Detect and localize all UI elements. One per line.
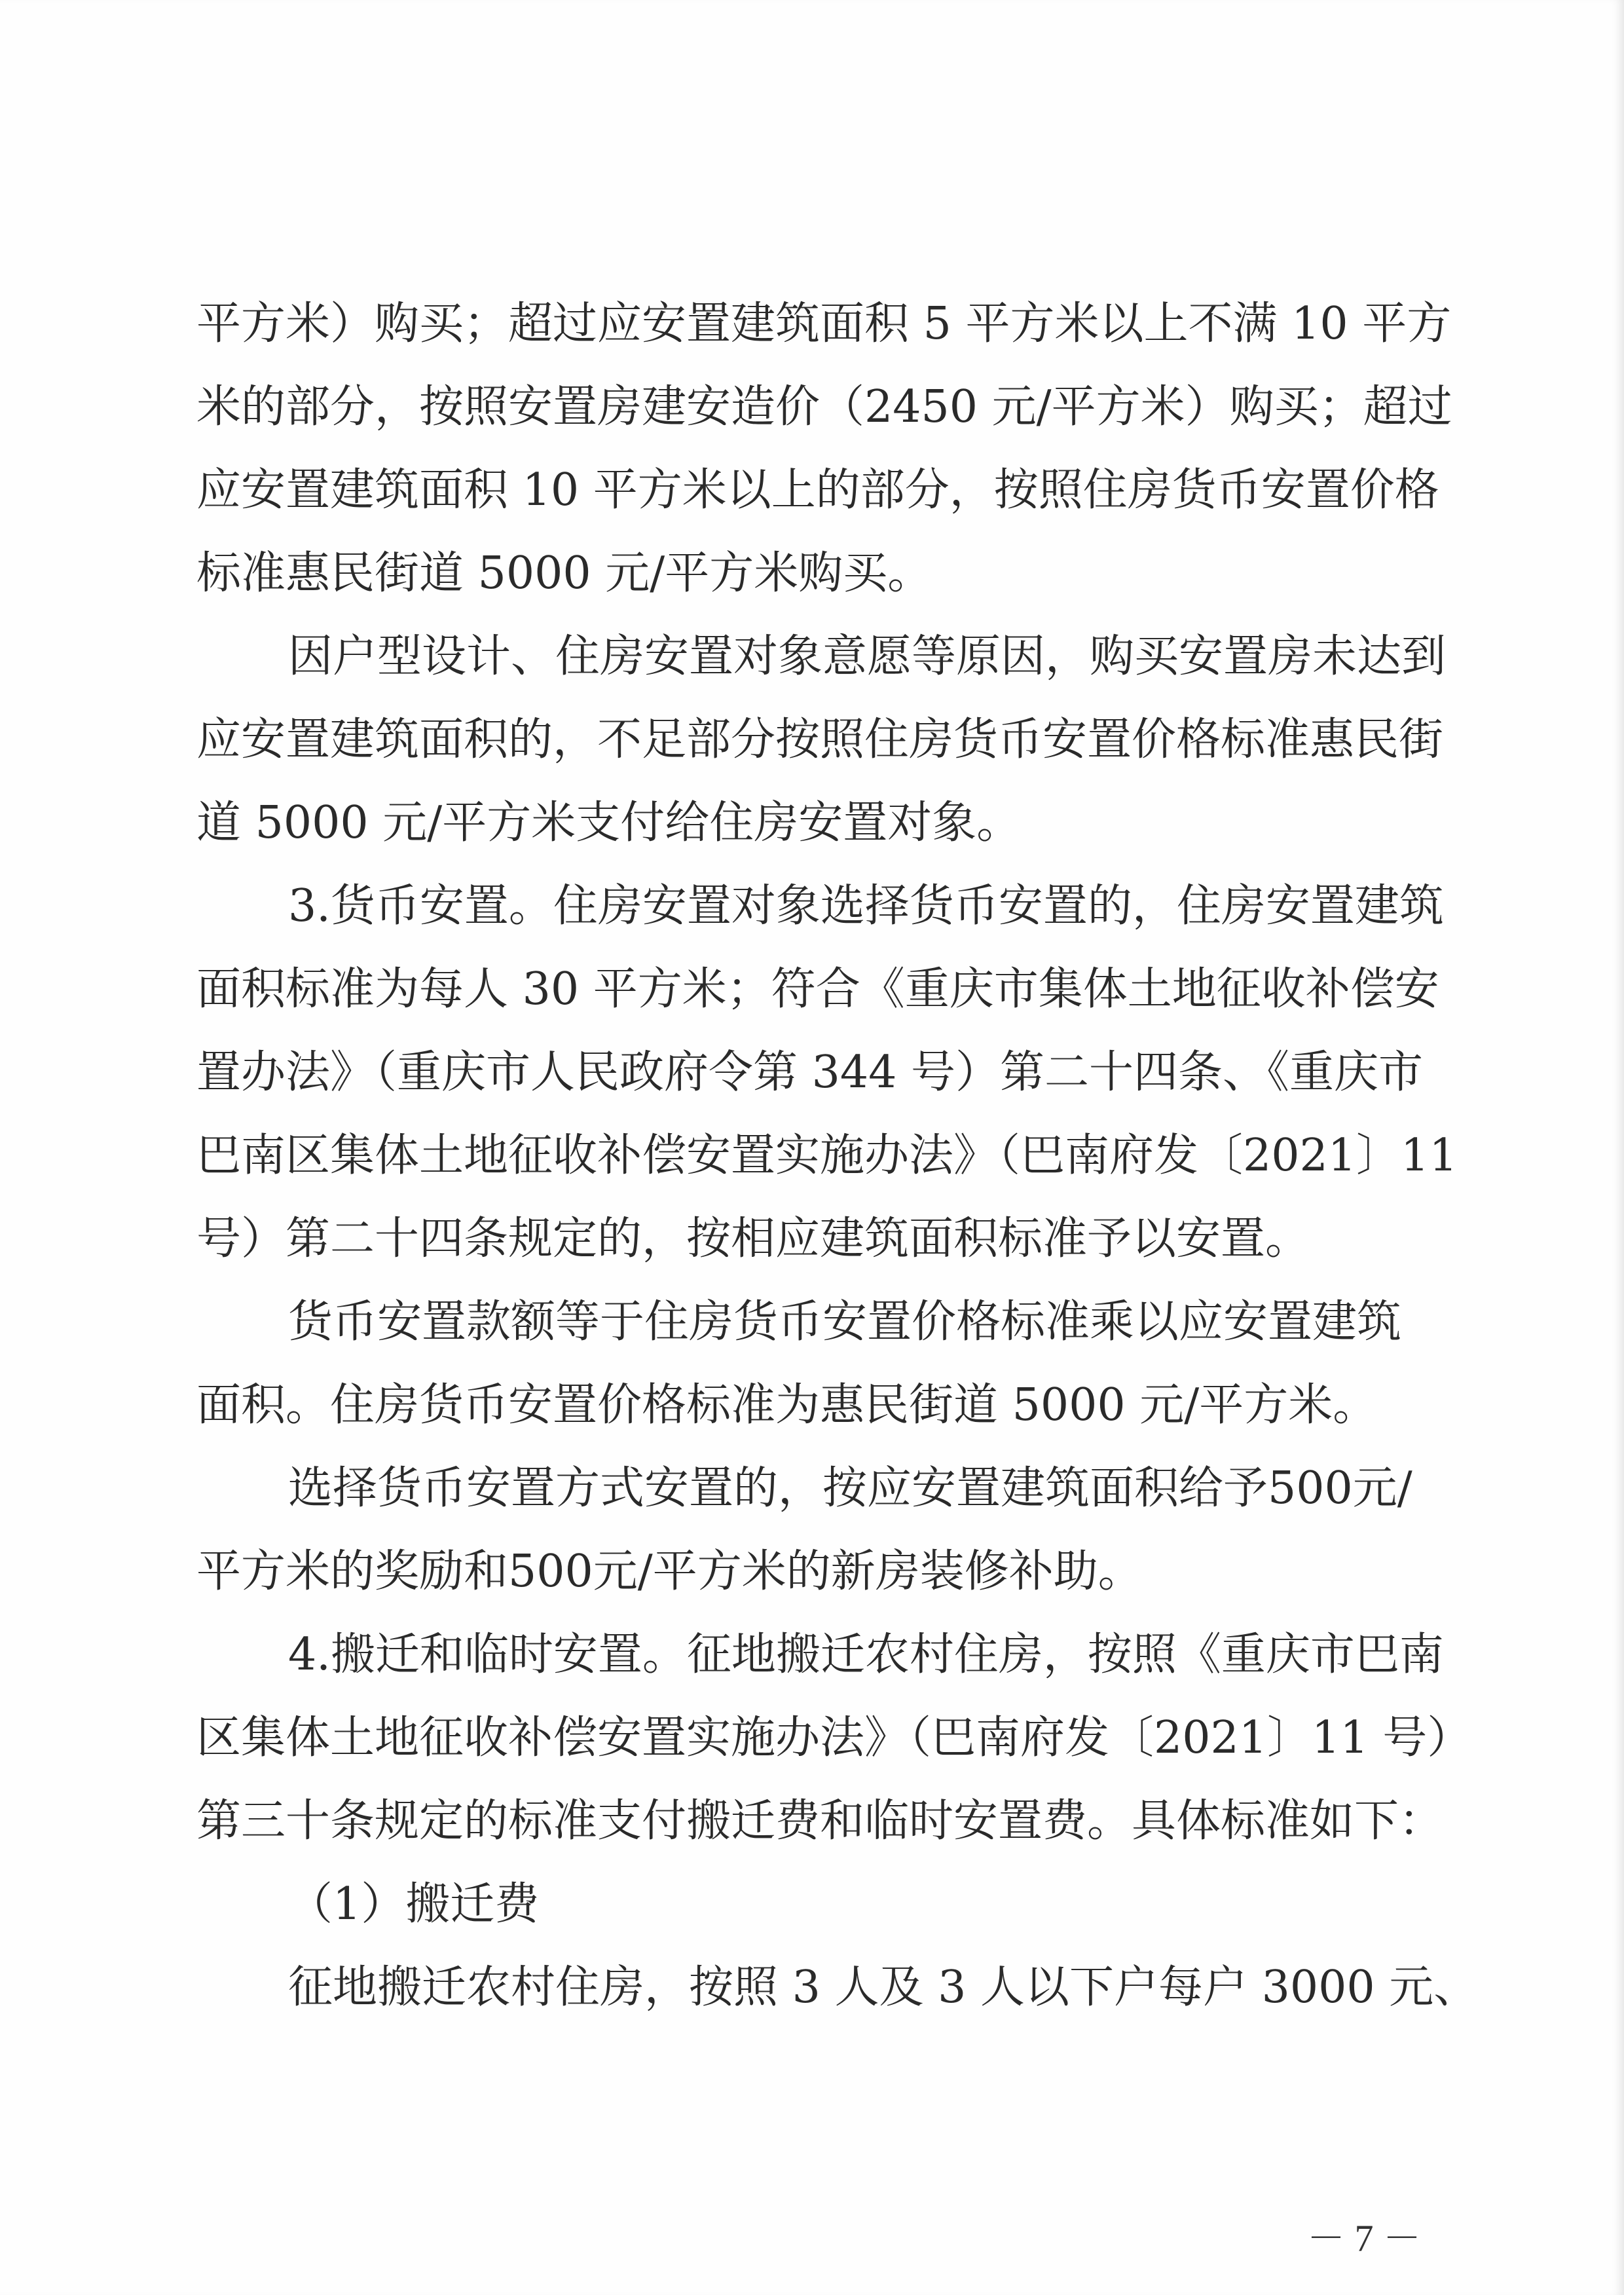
text-line: 面积。住房货币安置价格标准为惠民街道 5000 元/平方米。 — [196, 1379, 1378, 1431]
text-line: 3.货币安置。住房安置对象选择货币安置的，住房安置建筑 — [288, 880, 1444, 932]
text-line: 置办法》（重庆市人民政府令第 344 号）第二十四条、《重庆市 — [196, 1047, 1424, 1098]
text-line: 选择货币安置方式安置的，按应安置建筑面积给予500元/ — [288, 1463, 1412, 1514]
text-line: 货币安置款额等于住房货币安置价格标准乘以应安置建筑 — [288, 1296, 1402, 1348]
text-line: 面积标准为每人 30 平方米；符合《重庆市集体土地征收补偿安 — [196, 963, 1439, 1015]
text-line: 区集体土地征收补偿安置实施办法》（巴南府发〔2021〕11 号） — [196, 1712, 1472, 1764]
text-line: 第三十条规定的标准支付搬迁费和临时安置费。具体标准如下： — [196, 1795, 1444, 1847]
text-line: （1）搬迁费 — [288, 1878, 540, 1930]
text-line: 应安置建筑面积 10 平方米以上的部分，按照住房货币安置价格 — [196, 464, 1439, 516]
page-number: － 7 － — [1306, 2217, 1421, 2260]
text-line: 征地搬迁农村住房，按照 3 人及 3 人以下户每户 3000 元、 — [288, 1962, 1479, 2013]
text-line: 米的部分，按照安置房建安造价（2450 元/平方米）购买；超过 — [196, 381, 1452, 433]
text-line: 号）第二十四条规定的，按相应建筑面积标准予以安置。 — [196, 1213, 1310, 1265]
text-line: 平方米的奖励和500元/平方米的新房装修补助。 — [196, 1546, 1143, 1597]
text-line: 因户型设计、住房安置对象意愿等原因，购买安置房未达到 — [288, 631, 1447, 682]
text-line: 4.搬迁和临时安置。征地搬迁农村住房，按照《重庆市巴南 — [288, 1629, 1444, 1681]
text-line: 应安置建筑面积的，不足部分按照住房货币安置价格标准惠民街 — [196, 714, 1444, 766]
text-line: 巴南区集体土地征收补偿安置实施办法》（巴南府发〔2021〕11 — [196, 1130, 1458, 1182]
text-line: 道 5000 元/平方米支付给住房安置对象。 — [196, 797, 1022, 849]
text-line: 标准惠民街道 5000 元/平方米购买。 — [196, 548, 932, 599]
text-line: 平方米）购买；超过应安置建筑面积 5 平方米以上不满 10 平方 — [196, 298, 1452, 350]
